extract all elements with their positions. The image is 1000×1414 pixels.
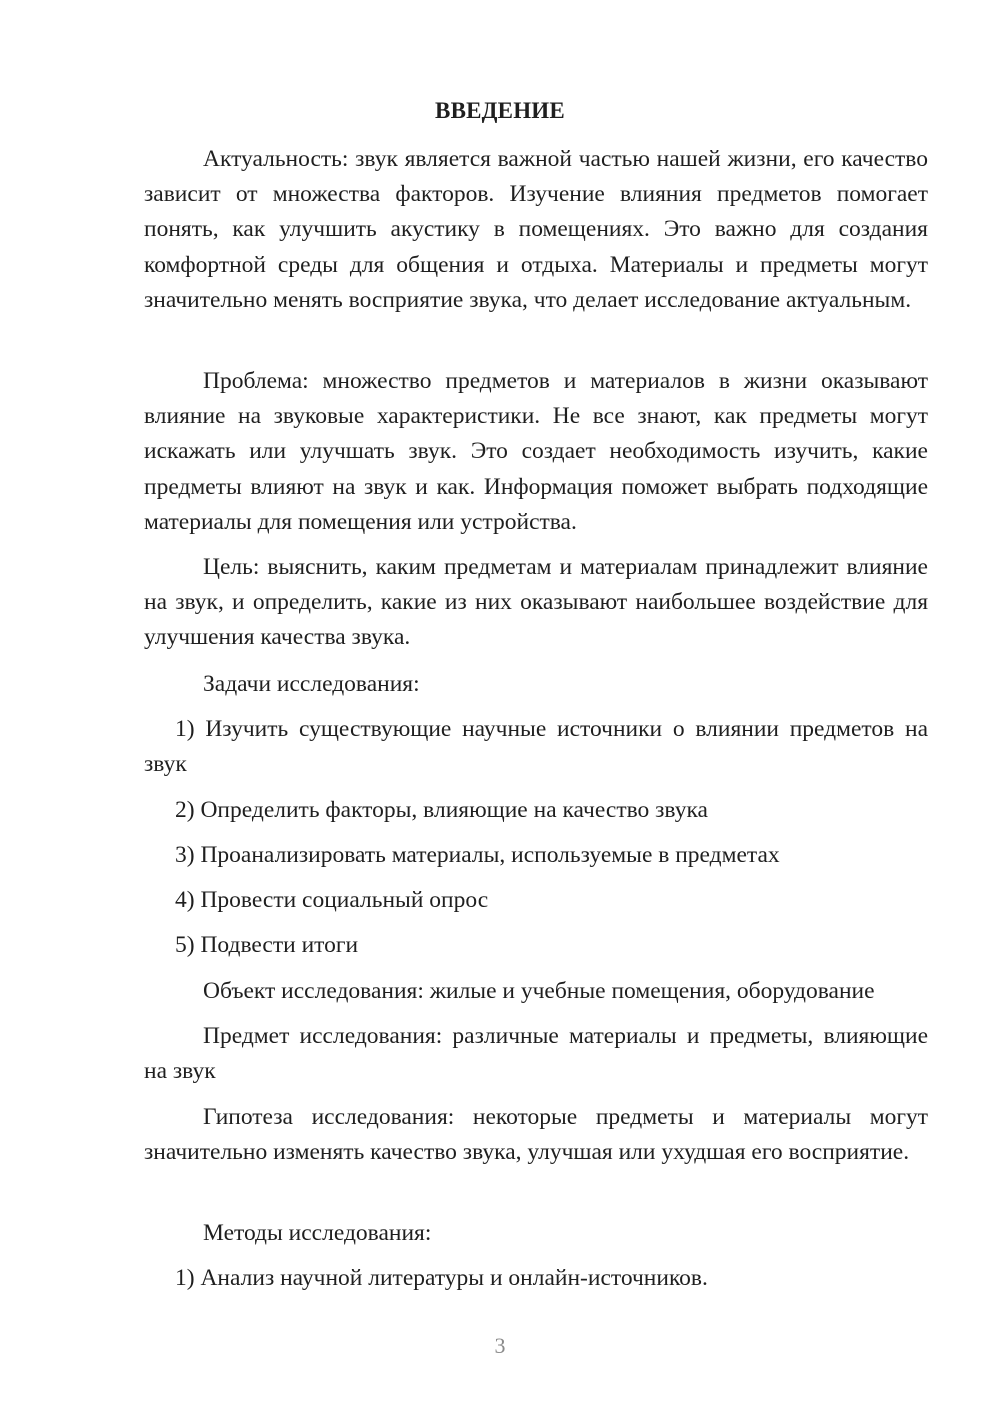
task-item: 4) Провести социальный опрос	[175, 887, 489, 913]
task-item: 3) Проанализировать материалы, используемые в предметах	[175, 842, 780, 868]
task-item: 5) Подвести итоги	[175, 932, 359, 958]
page-number: 3	[494, 1333, 506, 1358]
task-item: 2) Определить факторы, влияющие на качество звука	[175, 797, 708, 823]
task-item: 1) Изучить существующие научные источники о влиянии предметов на звук	[144, 716, 928, 778]
paragraph-subject: Предмет исследования: различные материалы и предметы, влияющие на звук	[144, 1023, 928, 1085]
paragraph-hypothesis: Гипотеза исследования: некоторые предметы и материалы могут значительно изменять качество звука, улучшая или ухудшая его восприятие.	[144, 1104, 928, 1166]
paragraph-relevance: Актуальность: звук является важной частью нашей жизни, его качество зависит от множества факторов. Изучение влияния предметов помогает понять, как улучшить акустику в помещениях. Это важно для создания комфортной среды для общения и отдыха. Материалы и предметы могут значительно менять восприятие звука, что делает исследование актуальным.	[144, 146, 928, 313]
section-title: ВВЕДЕНИЕ	[435, 98, 565, 123]
method-item: 1) Анализ научной литературы и онлайн-источников.	[175, 1265, 708, 1291]
paragraph-object: Объект исследования: жилые и учебные помещения, оборудование	[203, 978, 875, 1004]
paragraph-problem: Проблема: множество предметов и материалов в жизни оказывают влияние на звуковые характеристики. Не все знают, как предметы могут искажать или улучшать звук. Это создает необходимость изучить, какие предметы влияют на звук и как. Информация поможет выбрать подходящие материалы для помещения или устройства.	[144, 368, 928, 535]
tasks-heading: Задачи исследования:	[203, 671, 420, 697]
methods-heading: Методы исследования:	[203, 1220, 432, 1246]
paragraph-goal: Цель: выяснить, каким предметам и материалам принадлежит влияние на звук, и определить, какие из них оказывают наибольшее воздействие для улучшения качества звука.	[144, 554, 928, 651]
